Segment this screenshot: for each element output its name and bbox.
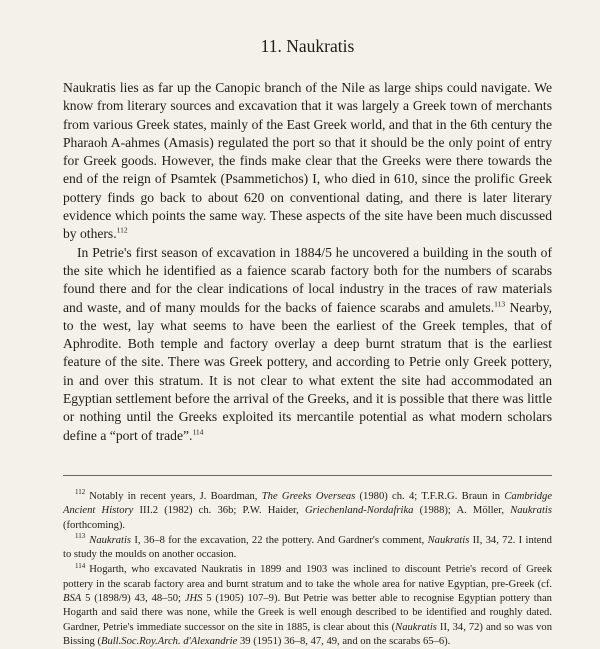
footnote-number: 113 bbox=[75, 532, 86, 541]
main-text bbox=[63, 79, 552, 445]
footnote-title: The Greeks Overseas bbox=[261, 490, 356, 502]
footnote-number: 112 bbox=[75, 488, 86, 497]
paragraph-1-text: Naukratis lies as far up the Canopic branch of the Nile as large ships could navigate. We know from literary sources and excavation that it was largely a Greek town of merchants from various Greek states, mainly of the East Greek world, and that in the 6th century the Pharaoh A-ahmes (Amasis) regulated the port so that it should be the only point of entry for Greek goods. However, the finds make clear that the Greeks were there towards the end of the reign of Psamtek (Psammetichos) I, who died in 610, since the prolific Greek pottery finds go back to about 620 on conventional dating, and there is later literary evidence which points the same way. These aspects of the site have been much discussed by others. bbox=[63, 80, 552, 242]
footnote-title: BSA bbox=[63, 593, 82, 605]
footnote-text: II, 34, 72) and so was von Bissing ( bbox=[63, 621, 552, 647]
footnote-title: Cambridge Ancient History bbox=[63, 490, 553, 517]
footnote-112 bbox=[63, 490, 552, 533]
chapter-title: 11. Naukratis bbox=[260, 36, 355, 56]
footnote-title: Naukratis bbox=[395, 621, 437, 633]
paragraph-2 bbox=[63, 244, 552, 445]
footnote-title: Bull.Soc.Roy.Arch. d'Alexandrie bbox=[100, 635, 238, 647]
footnote-text: 39 (1951) 36–8, 47, 49, and on the scarabs 65–6). bbox=[237, 635, 451, 647]
paragraph-2-text-b: Nearby, to the west, lay what seems to have been the earliest of the Greek temples, that of Aphrodite. Both temple and factory overlay a deep burnt stratum that is the earliest feature of the site. There was Greek pottery, and according to Petrie only Greek pottery, in and over this stratum. It is not clear to what extent the site had accommodated an Egyptian settlement before the arrival of the Greeks, and it is possible that there was little or nothing until the Greeks exploited its mercantile potential as what modern scholars define a “port of trade”. bbox=[63, 299, 553, 443]
footnote-title: Naukratis bbox=[427, 534, 470, 546]
footnote-text: 5 (1905) 107–9). But Petrie was better able to recognise Egyptian pottery than Hogarth and said there was none, while the Greek is well enough described to be identified and roughly dated. Gardner, Petrie's immediate successor on the site in 1885, is clear about this ( bbox=[63, 593, 552, 633]
footnote-title: JHS bbox=[184, 593, 203, 605]
footnote-title: Griechenland-Nordafrika bbox=[304, 505, 414, 517]
footnote-text: Notably in recent years, J. Boardman, bbox=[89, 490, 262, 502]
footnote-title: Naukratis bbox=[510, 505, 552, 517]
footnote-ref-114: 114 bbox=[192, 427, 204, 437]
footnote-text: (forthcoming). bbox=[63, 519, 126, 531]
footnote-text: (1980) ch. 4; T.F.R.G. Braun in bbox=[355, 490, 505, 502]
paragraph-2-text-a: In Petrie's first season of excavation in 1884/5 he uncovered a building in the south of the site which he identified as a faience scarab factory both for the numbers of scarabs found there and for the clear indications of local industry in the traces of raw materials and waste, and of many moulds for the backs of faience scarabs and amulets. bbox=[63, 244, 552, 315]
paragraph-1 bbox=[63, 79, 552, 244]
footnote-113 bbox=[63, 534, 552, 563]
footnote-text: II, 34, 72. I intend to study the moulds on another occasion. bbox=[63, 534, 552, 561]
footnote-114 bbox=[63, 563, 552, 649]
footnote-title: Naukratis bbox=[89, 534, 132, 546]
footnote-text: (1988); A. Möller, bbox=[413, 505, 511, 517]
footnotes bbox=[63, 475, 552, 649]
footnote-ref-112: 112 bbox=[116, 225, 128, 235]
footnote-text: III.2 (1982) ch. 36b; P.W. Haider, bbox=[133, 505, 305, 517]
footnote-text: 5 (1898/9) 43, 48–50; bbox=[81, 593, 185, 605]
footnote-text: I, 36–8 for the excavation, 22 the pottery. And Gardner's comment, bbox=[131, 534, 428, 546]
footnote-number: 114 bbox=[75, 561, 86, 570]
footnote-ref-113: 113 bbox=[494, 299, 506, 309]
footnote-text: Hogarth, who excavated Naukratis in 1899 and 1903 was inclined to discount Petrie's record of Greek pottery in the scarab factory area and burnt stratum and to take the whole area for native Egyptian, pre-Greek (cf. bbox=[63, 564, 552, 590]
